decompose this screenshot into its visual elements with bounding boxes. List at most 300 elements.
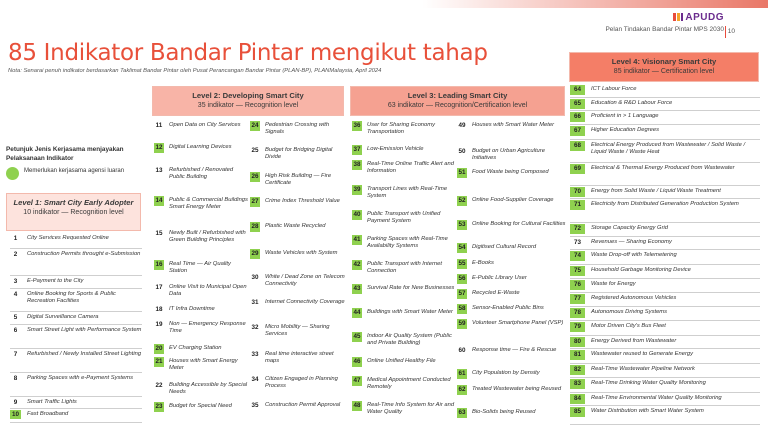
indicator-label: Online Booking for Sports & Public Recreation Facilities xyxy=(27,291,116,305)
indicator-81 xyxy=(570,350,760,360)
indicator-number: 57 xyxy=(458,290,466,297)
row-divider xyxy=(570,278,760,279)
row-divider xyxy=(10,422,142,423)
indicator-33 xyxy=(250,350,346,365)
indicator-69 xyxy=(570,164,760,174)
indicator-27 xyxy=(250,197,346,207)
indicator-number: 53 xyxy=(458,221,466,228)
indicator-number: 76 xyxy=(570,280,585,290)
row-divider xyxy=(570,249,760,250)
indicator-45 xyxy=(352,332,456,347)
indicator-label: Revenues — Sharing Economy xyxy=(591,239,672,245)
indicator-9 xyxy=(10,398,142,407)
level-3-title: Level 3: Leading Smart City xyxy=(407,91,508,100)
indicator-6 xyxy=(10,326,142,335)
indicator-number: 68 xyxy=(570,141,585,151)
indicator-number: 30 xyxy=(251,274,259,281)
row-divider xyxy=(570,162,760,163)
indicator-60 xyxy=(457,346,567,356)
row-divider xyxy=(570,363,760,364)
indicator-label: Digitised Cultural Record xyxy=(472,244,537,250)
indicator-label: White / Dead Zone on Telecom Connectivity xyxy=(265,274,345,288)
indicator-12 xyxy=(154,143,248,153)
indicator-number: 7 xyxy=(13,351,18,358)
indicator-label: Pedestrian Crossing with Signals xyxy=(265,122,330,136)
indicator-32 xyxy=(250,323,346,338)
indicator-number: 33 xyxy=(251,351,259,358)
indicator-label: Wastewater reused to Generate Energy xyxy=(591,351,694,357)
indicator-label: Construction Permits throught e-Submission xyxy=(27,251,141,257)
row-divider xyxy=(10,275,142,276)
level-4-header xyxy=(569,52,759,82)
indicator-number: 25 xyxy=(251,147,259,154)
level-4-subtitle: 85 indikator — Certification level xyxy=(613,68,715,75)
indicator-52 xyxy=(457,196,567,206)
indicator-number: 42 xyxy=(353,261,361,268)
indicator-number: 4 xyxy=(13,291,18,298)
row-divider xyxy=(10,288,142,289)
indicator-59 xyxy=(457,319,567,329)
indicator-number: 26 xyxy=(251,173,259,180)
indicator-number: 47 xyxy=(353,377,361,384)
level-2-title: Level 2: Developing Smart City xyxy=(192,91,304,100)
indicator-label: Non — Emergency Response Time xyxy=(169,321,246,335)
indicator-label: Water Distribution with Smart Water System xyxy=(591,408,704,414)
indicator-54 xyxy=(457,243,567,253)
indicator-number: 74 xyxy=(570,251,585,261)
indicator-61 xyxy=(457,369,567,379)
indicator-label: Refurbished / Newly Installed Street Lighting xyxy=(27,351,142,357)
row-divider xyxy=(570,264,760,265)
indicator-number: 69 xyxy=(570,164,585,174)
indicator-number: 19 xyxy=(155,321,163,328)
indicator-number: 24 xyxy=(251,122,259,129)
indicator-label: Citizen Engaged in Planning Process xyxy=(265,376,338,390)
row-divider xyxy=(10,396,142,397)
indicator-number: 73 xyxy=(573,239,581,246)
indicator-number: 64 xyxy=(570,85,585,95)
indicator-number: 20 xyxy=(155,345,163,352)
indicator-22 xyxy=(154,381,248,396)
indicator-number: 44 xyxy=(353,309,361,316)
indicator-5 xyxy=(10,313,142,322)
indicator-label: Food Waste being Composed xyxy=(472,169,549,175)
indicator-53 xyxy=(457,220,567,230)
indicator-number: 49 xyxy=(458,122,466,129)
indicator-14 xyxy=(154,196,248,211)
indicator-label: E-Books xyxy=(472,260,494,266)
indicator-57 xyxy=(457,289,567,299)
indicator-label: Electrical & Thermal Energy Produced from Wastewater xyxy=(591,165,735,171)
indicator-label: Medical Appointment Conducted Remotely xyxy=(367,377,451,391)
indicator-13 xyxy=(154,166,248,181)
indicator-55 xyxy=(457,259,567,269)
indicator-77 xyxy=(570,294,760,304)
indicator-number: 3 xyxy=(13,278,18,285)
indicator-number: 80 xyxy=(570,337,585,347)
indicator-51 xyxy=(457,168,567,178)
indicator-number: 15 xyxy=(155,230,163,237)
indicator-number: 51 xyxy=(458,169,466,176)
indicator-number: 43 xyxy=(353,285,361,292)
row-divider xyxy=(570,139,760,140)
indicator-number: 11 xyxy=(155,122,163,129)
indicator-number: 10 xyxy=(11,411,19,418)
indicator-label: Public Transport with Unified Payment System xyxy=(367,211,441,225)
indicator-label: Buildings with Smart Water Meter xyxy=(367,309,453,315)
row-divider xyxy=(570,348,760,349)
indicator-number: 37 xyxy=(353,146,361,153)
indicator-72 xyxy=(570,224,760,234)
indicator-label: Public Transport with Internet Connection xyxy=(367,261,442,275)
indicator-number: 56 xyxy=(458,275,466,282)
indicator-label: Digital Surveillance Camera xyxy=(27,314,99,320)
indicator-label: Building Accessible by Special Needs xyxy=(169,382,248,396)
indicator-78 xyxy=(570,308,760,318)
indicator-label: Low-Emission Vehicle xyxy=(367,146,424,152)
indicator-label: Budget on Urban Agriculture Initiatives xyxy=(472,148,545,162)
indicator-number: 45 xyxy=(353,333,361,340)
indicator-75 xyxy=(570,266,760,276)
indicator-11 xyxy=(154,121,248,131)
indicator-label: Real-Time Info System for Air and Water Quality xyxy=(367,402,455,416)
indicator-24 xyxy=(250,121,346,136)
top-color-band xyxy=(0,0,768,8)
indicator-18 xyxy=(154,305,248,315)
indicator-80 xyxy=(570,337,760,347)
indicator-68 xyxy=(570,141,760,156)
indicator-number: 27 xyxy=(251,198,259,205)
indicator-number: 32 xyxy=(251,324,259,331)
row-divider xyxy=(570,236,760,237)
indicator-label: Energy Derived from Wastewater xyxy=(591,338,677,344)
indicator-label: Real Time — Air Quality Station xyxy=(169,261,231,275)
source-note: Nota: Senarai penuh indikator berdasarkan Taklimat Bandar Pintar oleh Pusat Perancangan Bandar Pintar (PLAN-BP), PLANMalaysia, April 2024 xyxy=(8,68,382,74)
indicator-label: Education & R&D Labour Force xyxy=(591,100,673,106)
indicator-number: 6 xyxy=(13,327,18,334)
indicator-label: Registered Autonomous Vehicles xyxy=(591,295,677,301)
indicator-number: 55 xyxy=(458,260,466,267)
indicator-43 xyxy=(352,284,456,294)
indicator-label: Houses with Smart Energy Meter xyxy=(169,358,238,372)
indicator-label: Micro Mobility — Sharing Services xyxy=(265,324,330,338)
level-3-header xyxy=(350,86,565,116)
indicator-label: Real-Time Drinking Water Quality Monitoring xyxy=(591,380,706,386)
indicator-label: Online Visit to Municipal Open Data xyxy=(169,284,247,298)
indicator-number: 58 xyxy=(458,305,466,312)
indicator-number: 59 xyxy=(458,320,466,327)
indicator-58 xyxy=(457,304,567,314)
indicator-label: Transport Lines with Real-Time System xyxy=(367,186,448,200)
brand-subtitle: Pelan Tindakan Bandar Pintar MPS 2030 xyxy=(605,26,724,33)
indicator-63 xyxy=(457,408,567,418)
level-2-subtitle: 35 indikator — Recognition level xyxy=(197,102,299,109)
indicator-label: City Services Requested Online xyxy=(27,235,109,241)
row-divider xyxy=(570,124,760,125)
indicator-number: 21 xyxy=(155,358,163,365)
brand-divider xyxy=(725,26,726,38)
indicator-47 xyxy=(352,376,456,391)
indicator-number: 28 xyxy=(251,223,259,230)
indicator-44 xyxy=(352,308,456,318)
apudg-logo: APUDG xyxy=(605,12,724,23)
indicator-50 xyxy=(457,147,567,162)
row-divider xyxy=(570,392,760,393)
indicator-76 xyxy=(570,280,760,290)
indicator-number: 62 xyxy=(458,386,466,393)
indicator-41 xyxy=(352,235,456,250)
indicator-number: 54 xyxy=(458,244,466,251)
level-4-title: Level 4: Visionary Smart City xyxy=(611,57,717,66)
indicator-label: Energy from Solid Waste / Liquid Waste Treatment xyxy=(591,188,721,194)
indicator-56 xyxy=(457,274,567,284)
indicator-2 xyxy=(10,250,142,259)
indicator-label: Real-Time Wastewater Pipeline Network xyxy=(591,366,695,372)
row-divider xyxy=(10,311,142,312)
level-3-subtitle: 63 indikator — Recognition/Certification level xyxy=(387,102,528,109)
indicator-19 xyxy=(154,320,248,335)
indicator-label: ICT Labour Force xyxy=(591,86,637,92)
indicator-34 xyxy=(250,375,346,390)
indicator-label: Crime Index Threshold Value xyxy=(265,198,340,204)
indicator-label: Parking Spaces with e-Payment Systems xyxy=(27,375,133,381)
indicator-number: 61 xyxy=(458,370,466,377)
indicator-number: 39 xyxy=(353,186,361,193)
indicator-label: User for Sharing Economy Transportation xyxy=(367,122,435,136)
green-dot-icon xyxy=(6,167,19,180)
indicator-17 xyxy=(154,283,248,298)
level-1-subtitle: 10 indikator — Recognition level xyxy=(23,209,124,216)
indicator-label: Budget for Bridging Digital Divide xyxy=(265,147,333,161)
indicator-84 xyxy=(570,394,760,404)
indicator-number: 78 xyxy=(570,308,585,318)
indicator-79 xyxy=(570,322,760,332)
indicator-label: Fast Broadband xyxy=(27,411,69,417)
indicator-number: 71 xyxy=(570,200,585,210)
indicator-label: E-Payment to the City xyxy=(27,278,84,284)
indicator-3 xyxy=(10,277,142,286)
indicator-number: 83 xyxy=(570,379,585,389)
indicator-number: 60 xyxy=(458,347,466,354)
indicator-16 xyxy=(154,260,248,275)
row-divider xyxy=(570,198,760,199)
row-divider xyxy=(570,110,760,111)
indicator-35 xyxy=(250,401,346,411)
indicator-25 xyxy=(250,146,346,161)
row-divider xyxy=(570,292,760,293)
indicator-label: Construction Permit Approval xyxy=(265,402,341,408)
indicator-label: EV Charging Station xyxy=(169,345,222,351)
indicator-label: Household Garbage Monitoring Device xyxy=(591,267,691,273)
indicator-label: Proficient in > 1 Language xyxy=(591,113,659,119)
indicator-label: Recycled E-Waste xyxy=(472,290,520,296)
indicator-label: Smart Street Light with Performance System xyxy=(27,327,142,333)
indicator-48 xyxy=(352,401,456,416)
indicator-number: 52 xyxy=(458,197,466,204)
indicator-number: 23 xyxy=(155,403,163,410)
row-divider xyxy=(570,97,760,98)
indicator-number: 35 xyxy=(251,402,259,409)
indicator-label: Treated Wastewater being Reused xyxy=(472,386,562,392)
indicator-30 xyxy=(250,273,346,288)
indicator-71 xyxy=(570,200,760,210)
indicator-number: 1 xyxy=(13,235,18,242)
indicator-number: 34 xyxy=(251,376,259,383)
indicator-label: Real-Time Environmental Water Quality Monitoring xyxy=(591,395,722,401)
indicator-83 xyxy=(570,379,760,389)
row-divider xyxy=(10,248,142,249)
indicator-20 xyxy=(154,344,248,354)
indicator-number: 41 xyxy=(353,236,361,243)
indicator-number: 18 xyxy=(155,306,163,313)
row-divider xyxy=(570,222,760,223)
indicator-85 xyxy=(570,407,760,417)
indicator-37 xyxy=(352,145,456,155)
indicator-7 xyxy=(10,350,142,359)
indicator-62 xyxy=(457,385,567,395)
indicator-15 xyxy=(154,229,248,244)
indicator-label: High Risk Building — Fire Certificate xyxy=(265,173,332,187)
indicator-label: Newly Built / Refurbished with Green Building Principles xyxy=(169,230,246,244)
indicator-67 xyxy=(570,126,760,136)
logo-bars-icon xyxy=(673,13,683,21)
indicator-8 xyxy=(10,374,142,383)
indicator-number: 63 xyxy=(458,409,466,416)
indicator-42 xyxy=(352,260,456,275)
row-divider xyxy=(570,335,760,336)
legend-row xyxy=(6,167,141,180)
indicator-label: Houses with Smart Water Meter xyxy=(472,122,555,128)
row-divider xyxy=(10,324,142,325)
indicator-31 xyxy=(250,298,346,308)
indicator-number: 82 xyxy=(570,365,585,375)
row-divider xyxy=(570,405,760,406)
legend-green-label: Memerlukan kerjasama agensi luaran xyxy=(24,168,125,174)
indicator-21 xyxy=(154,357,248,372)
indicator-label: Response time — Fire & Rescue xyxy=(472,347,557,353)
indicator-label: Real time interactive street maps xyxy=(265,351,334,365)
row-divider xyxy=(570,306,760,307)
indicator-number: 14 xyxy=(155,197,163,204)
indicator-65 xyxy=(570,99,760,109)
indicator-label: Bio-Solids being Reused xyxy=(472,409,536,415)
indicator-number: 22 xyxy=(155,382,163,389)
indicator-number: 29 xyxy=(251,250,259,257)
indicator-49 xyxy=(457,121,567,131)
indicator-label: Budget for Special Need xyxy=(169,403,232,409)
indicator-label: Indoor Air Quality System (Public and Private Building) xyxy=(367,333,452,347)
indicator-66 xyxy=(570,112,760,122)
indicator-40 xyxy=(352,210,456,225)
indicator-38 xyxy=(352,160,456,175)
legend-title: Petunjuk Jenis Kerjasama menjayakan Pelaksanaan Indikator xyxy=(6,146,124,162)
indicator-74 xyxy=(570,251,760,261)
indicator-label: Autonomous Driving Systems xyxy=(591,309,668,315)
row-divider xyxy=(10,348,142,349)
indicator-label: Parking Spaces with Real-Time Availability Systems xyxy=(367,236,448,250)
row-divider xyxy=(10,408,142,409)
indicator-number: 65 xyxy=(570,99,585,109)
row-divider xyxy=(570,424,760,425)
indicator-number: 72 xyxy=(570,224,585,234)
indicator-number: 40 xyxy=(353,211,361,218)
level-2-header xyxy=(152,86,344,116)
indicator-label: Real-Time Online Traffic Alert and Information xyxy=(367,161,454,175)
indicator-1 xyxy=(10,234,142,243)
indicator-number: 38 xyxy=(353,161,361,168)
indicator-number: 75 xyxy=(570,266,585,276)
indicator-number: 2 xyxy=(13,251,18,258)
brand-block xyxy=(605,12,724,33)
indicator-label: Digital Learning Devices xyxy=(169,144,232,150)
indicator-4 xyxy=(10,290,142,305)
indicator-label: Waste Drop-off with Telemetering xyxy=(591,252,677,258)
indicator-number: 81 xyxy=(570,350,585,360)
indicator-label: Online Food-Supplier Coverage xyxy=(472,197,554,203)
indicator-number: 9 xyxy=(13,399,18,406)
indicator-number: 48 xyxy=(353,402,361,409)
indicator-label: Internet Connectivity Coverage xyxy=(265,299,345,305)
indicator-label: IT Infra Downtime xyxy=(169,306,215,312)
row-divider xyxy=(10,372,142,373)
indicator-label: Online Booking for Cultural Facilities xyxy=(472,221,566,227)
indicator-number: 66 xyxy=(570,112,585,122)
indicator-number: 16 xyxy=(155,261,163,268)
indicator-46 xyxy=(352,357,456,367)
indicator-label: Online Unified Healthy File xyxy=(367,358,436,364)
indicator-number: 17 xyxy=(155,284,163,291)
indicator-label: Higher Education Degrees xyxy=(591,127,659,133)
indicator-10 xyxy=(10,410,142,419)
indicator-number: 5 xyxy=(13,314,18,321)
indicator-39 xyxy=(352,185,456,200)
indicator-number: 31 xyxy=(251,299,259,306)
indicator-label: Storage Capacity Energy Grid xyxy=(591,225,669,231)
indicator-label: City Population by Density xyxy=(472,370,540,376)
indicator-number: 79 xyxy=(570,322,585,332)
indicator-label: Waste for Energy xyxy=(591,281,636,287)
indicator-82 xyxy=(570,365,760,375)
indicator-number: 77 xyxy=(570,294,585,304)
level-1-title: Level 1: Smart City Early Adopter xyxy=(13,198,134,207)
indicator-label: Open Data on City Services xyxy=(169,122,241,128)
indicator-70 xyxy=(570,187,760,197)
indicator-73 xyxy=(570,238,760,248)
level-1-header xyxy=(6,193,141,231)
indicator-label: Sensor-Enabled Public Bins xyxy=(472,305,544,311)
indicator-number: 12 xyxy=(155,144,163,151)
indicator-label: E-Public Library User xyxy=(472,275,527,281)
page-title: 85 Indikator Bandar Pintar mengikut tahap xyxy=(8,40,488,66)
indicator-26 xyxy=(250,172,346,187)
row-divider xyxy=(570,185,760,186)
indicator-number: 67 xyxy=(570,126,585,136)
row-divider xyxy=(570,377,760,378)
indicator-number: 70 xyxy=(570,187,585,197)
indicator-23 xyxy=(154,402,248,412)
indicator-64 xyxy=(570,85,760,95)
indicator-label: Motor Driven City's Bus Fleet xyxy=(591,323,666,329)
indicator-36 xyxy=(352,121,456,136)
indicator-number: 36 xyxy=(353,122,361,129)
indicator-number: 8 xyxy=(13,375,18,382)
indicator-number: 13 xyxy=(155,167,163,174)
indicator-label: Public & Commercial Buildings Smart Energy Meter xyxy=(169,197,248,211)
indicator-label: Electricity from Distributed Generation Production System xyxy=(591,201,739,207)
indicator-label: Plastic Waste Recycled xyxy=(265,223,326,229)
page-number: 10 xyxy=(727,28,735,35)
row-divider xyxy=(570,320,760,321)
